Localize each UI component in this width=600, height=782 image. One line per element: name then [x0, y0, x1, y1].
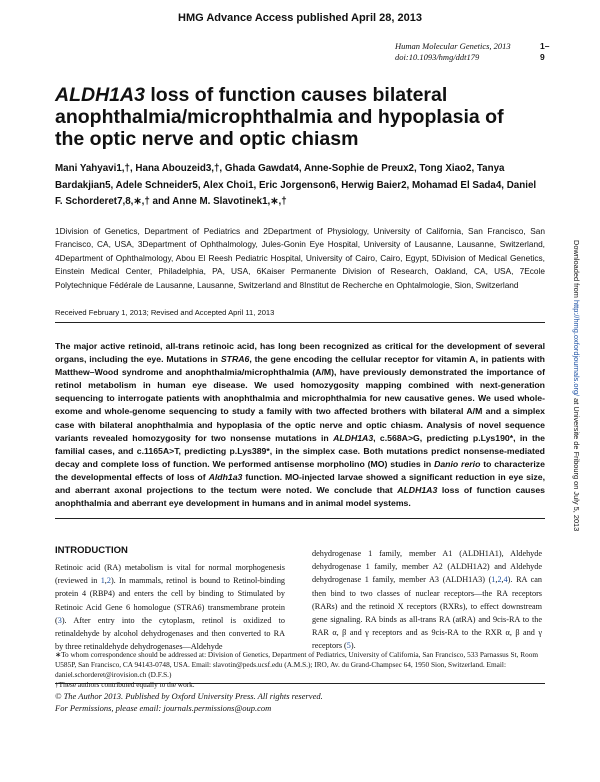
copyright-block	[55, 690, 323, 714]
italic-term: Aldh1a3	[208, 471, 243, 482]
italic-term: ALDH1A3	[397, 485, 438, 496]
section-heading-introduction: INTRODUCTION	[55, 545, 128, 556]
abstract-text: , the gene encoding the cellular receptor for vitamin A, in patients with Matthew–Wood syndrome and anophthalmia/microphthalmia (A/M), have previously demonstrated the importance of retinol metabolism in human eye disease. We used homozygosity mapping combined with next-generation sequencing to interrogate patients with anophthalmia and microphthalmia for new causative genes. We used whole-exome and whole-genome sequencing to study a family with two affected brothers with bilateral A/M and a simplex case with bilateral anophthalmia and hypoplasia of the optic nerve and optic chiasm. Analysis of novel sequence variants revealed homozygosity for two nonsense mutations in	[55, 354, 545, 443]
article-title	[55, 84, 525, 150]
intro-text: ). After entry into the cytoplasm, retinol is oxidized to retinaldehyde by alcohol dehydrogenases and then converted to RA by three retinaldehyde dehydrogenases—Aldehyde	[55, 615, 285, 652]
reference-link[interactable]: 1	[491, 575, 496, 585]
divider	[55, 322, 545, 323]
italic-term: ALDH1A3	[333, 432, 374, 443]
journal-pages: 1–9	[540, 41, 550, 62]
reference-link[interactable]: 1	[100, 576, 105, 586]
journal-name: Human Molecular Genetics, 2013	[395, 41, 511, 51]
received-dates: Received February 1, 2013; Revised and Accepted April 11, 2013	[55, 308, 275, 317]
abstract-text: function. MO-injected larvae showed a significant reduction in eye size, and aberrant axonal projections to the tectum were noted. We conclude that	[55, 471, 545, 496]
correspondence-footnote: ∗To whom correspondence should be addressed at: Division of Genetics, Department of Pediatrics, University of California, San Francisco, 533 Parnassus St, Room U585P, San Francisco, CA 94143-0748, USA. Email: slavotin@peds.ucsf.edu (A.M.S.); IRO, Av. du Grand-Champsec 64, 1950 Sion, Switzerland. Email: daniel.schorderet@irovision.ch (D.F.S.)	[55, 650, 539, 679]
watermark-pre: Downloaded from	[572, 240, 581, 300]
divider	[55, 683, 545, 684]
permissions-text: For Permissions, please email: journals.permissions@oup.com	[55, 703, 272, 713]
intro-column-left	[55, 561, 285, 653]
intro-text: ). In mammals, retinol is bound to Retinol-binding protein 4 (RBP4) and enters the cell by binding to Stimulated by Retinoic Acid Gene 6 homologue (STRA6) transmembrane protein (	[55, 576, 286, 625]
equal-contribution-footnote: †These authors contributed equally to the work.	[55, 680, 195, 689]
intro-column-right	[312, 547, 542, 653]
intro-text: ,	[104, 576, 107, 586]
abstract	[55, 340, 545, 510]
footnotes	[55, 650, 545, 690]
watermark-link[interactable]: http://hmg.oxfordjournals.org/	[572, 299, 581, 397]
reference-link[interactable]: 2	[497, 575, 502, 585]
abstract-text: The major active retinoid, all-trans retinoic acid, has long been recognized as critical for the development of several organs, including the eye. Mutations in	[55, 341, 545, 365]
download-watermark	[572, 240, 584, 720]
abstract-text: loss of function causes anophthalmia and aberrant eye development in humans and in animal model systems.	[55, 485, 545, 509]
intro-text: ,	[501, 575, 504, 585]
italic-term: Danio rerio	[434, 458, 481, 469]
intro-text: ).	[350, 641, 356, 651]
reference-link[interactable]: 4	[503, 575, 508, 585]
journal-doi: doi:10.1093/hmg/ddt179	[395, 52, 480, 62]
title-gene: ALDH1A3	[55, 84, 145, 106]
intro-text: dehydrogenase 1 family, member A1 (ALDH1A1), Aldehyde dehydrogenase 1 family, member A2 (ALDH1A2) and Aldehyde dehydrogenase 1 family, member A3 (ALDH1A3) (	[312, 549, 542, 585]
journal-header	[395, 41, 550, 63]
copyright-text: © The Author 2013. Published by Oxford University Press. All rights reserved.	[55, 691, 323, 701]
reference-link[interactable]: 2	[106, 576, 111, 586]
intro-text: ,	[495, 575, 498, 585]
reference-link[interactable]: 3	[57, 615, 62, 625]
abstract-text: to characterize the developmental effects of loss of	[55, 458, 545, 482]
advance-access-banner: HMG Advance Access published April 28, 2013	[178, 12, 422, 24]
intro-text: ). RA can then bind to two classes of nuclear receptors—the RA receptors (RARs) and the retinoid X receptors (RXRs), to effect downstream gene signaling. RA binds as all-trans RA (atRA) and 9cis-RA to the RAR α, β and γ receptors and as 9cis-RA to the RXR α, β and γ receptors (	[312, 575, 542, 651]
abstract-text: , c.568A>G, predicting p.Lys190*, in the familial cases, and c.1165A>T, predicting p.Lys389*, in the simplex case. Both mutations predict nonsense-mediated decay and complete loss of function. We performed antisense morpholino (MO) studies in	[55, 432, 545, 469]
affiliations: 1Division of Genetics, Department of Pediatrics and 2Department of Physiology, University of California, San Francisco, San Francisco, CA, USA, 3Department of Ophthalmology, Jules-Gonin Eye Hospital, University of Lausanne, Lausanne, Switzerland, 4Department of Ophthalmology, Abou El Reesh Pediatric Hospital, University of Cairo, Cairo, Egypt, 5Division of Medical Genetics, Einstein Medical Center, Philadelphia, PA, USA, 6Kaiser Permanente Division of Research, Oakland, CA, USA, 7Ecole Polytechnique Fédérale de Lausanne, Lausanne, Switzerland and 8Institut de Recherche en Ophtalmologie, Sion, Switzerland	[55, 226, 545, 290]
italic-term: STRA6	[220, 354, 250, 365]
watermark-post: at Universite de Fribourg on July 5, 2013	[572, 396, 581, 532]
title-rest: loss of function causes bilateral anophthalmia/microphthalmia and hypoplasia of the optic nerve and optic chiasm	[55, 84, 504, 150]
author-list: Mani Yahyavi1,†, Hana Abouzeid3,†, Ghada Gawdat4, Anne-Sophie de Preux2, Tong Xiao2, Tanya Bardakjian5, Adele Schneider5, Alex Choi1, Eric Jorgenson6, Herwig Baier2, Mohamad El Sada4, Daniel F. Schorderet7,8,∗,† and Anne M. Slavotinek1,∗,†	[55, 163, 537, 207]
intro-text: Retinoic acid (RA) metabolism is vital for normal morphogenesis (reviewed in	[55, 563, 285, 586]
divider	[55, 518, 545, 519]
reference-link[interactable]: 5	[346, 641, 351, 651]
